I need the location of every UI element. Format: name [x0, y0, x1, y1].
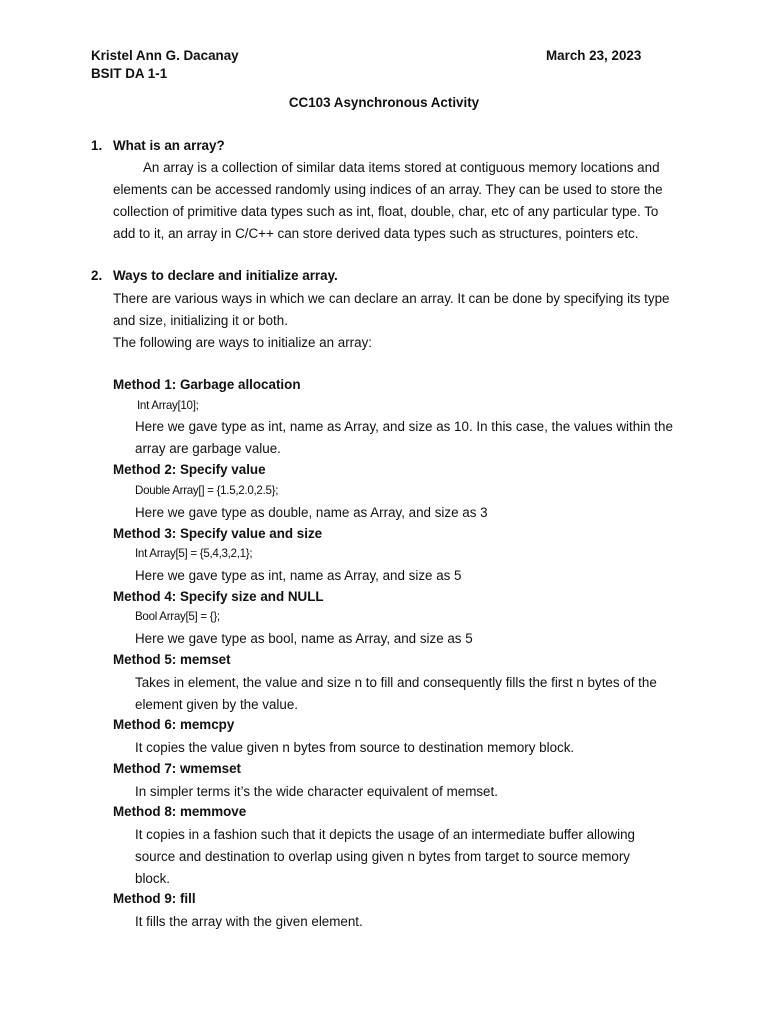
method-1-desc-2: array are garbage value. [135, 441, 281, 456]
page-title: CC103 Asynchronous Activity [288, 95, 480, 110]
q2-number: 2. [91, 268, 103, 283]
method-8-heading: Method 8: memmove [113, 804, 247, 819]
q1-line-3: collection of primitive data types such as int, float, double, char, etc of any particular type. To [113, 204, 659, 219]
q1-line-2: elements can be accessed randomly using indices of an array. They can be used to store the [113, 182, 663, 197]
method-9-heading: Method 9: fill [113, 891, 196, 906]
q1-line-4: add to it, an array in C/C++ can store derived data types such as structures, pointers etc. [113, 226, 639, 241]
method-4-desc-1: Here we gave type as bool, name as Array, and size as 5 [135, 631, 473, 646]
method-5-heading: Method 5: memset [113, 652, 231, 667]
method-8-desc-3: block. [135, 871, 170, 886]
q1-number: 1. [91, 138, 103, 153]
method-2-heading: Method 2: Specify value [113, 462, 266, 477]
method-6-heading: Method 6: memcpy [113, 717, 235, 732]
method-9-desc-1: It fills the array with the given element. [135, 914, 363, 929]
q1-title: What is an array? [113, 138, 225, 153]
q2-intro-1: There are various ways in which we can declare an array. It can be done by specifying its type [113, 291, 670, 306]
method-2-desc-1: Here we gave type as double, name as Array, and size as 3 [135, 505, 488, 520]
method-3-desc-1: Here we gave type as int, name as Array, and size as 5 [135, 568, 462, 583]
q2-intro-3: The following are ways to initialize an array: [113, 335, 373, 350]
method-5-desc-1: Takes in element, the value and size n to fill and consequently fills the first n bytes of the [135, 675, 657, 690]
author-name: Kristel Ann G. Dacanay [91, 48, 239, 63]
method-7-desc-1: In simpler terms it’s the wide character equivalent of memset. [135, 784, 498, 799]
q1-line-1: An array is a collection of similar data items stored at contiguous memory locations and [143, 160, 660, 175]
method-7-heading: Method 7: wmemset [113, 761, 241, 776]
method-1-code: Int Array[10]; [137, 399, 199, 412]
method-5-desc-2: element given by the value. [135, 697, 299, 712]
document-date: March 23, 2023 [546, 48, 642, 63]
q2-intro-2: and size, initializing it or both. [113, 313, 288, 328]
method-8-desc-1: It copies in a fashion such that it depicts the usage of an intermediate buffer allowing [135, 827, 635, 842]
method-1-heading: Method 1: Garbage allocation [113, 377, 301, 392]
q2-title: Ways to declare and initialize array. [113, 268, 338, 283]
method-8-desc-2: source and destination to overlap using given n bytes from target to source memory [135, 849, 630, 864]
class-section: BSIT DA 1-1 [91, 66, 168, 81]
method-4-code: Bool Array[5] = {}; [135, 610, 220, 623]
method-3-code: Int Array[5] = {5,4,3,2,1}; [135, 547, 253, 560]
method-4-heading: Method 4: Specify size and NULL [113, 589, 324, 604]
method-2-code: Double Array[] = {1.5,2.0,2.5}; [135, 484, 279, 497]
method-3-heading: Method 3: Specify value and size [113, 526, 323, 541]
method-1-desc-1: Here we gave type as int, name as Array, and size as 10. In this case, the values within the [135, 419, 673, 434]
method-6-desc-1: It copies the value given n bytes from source to destination memory block. [135, 740, 575, 755]
